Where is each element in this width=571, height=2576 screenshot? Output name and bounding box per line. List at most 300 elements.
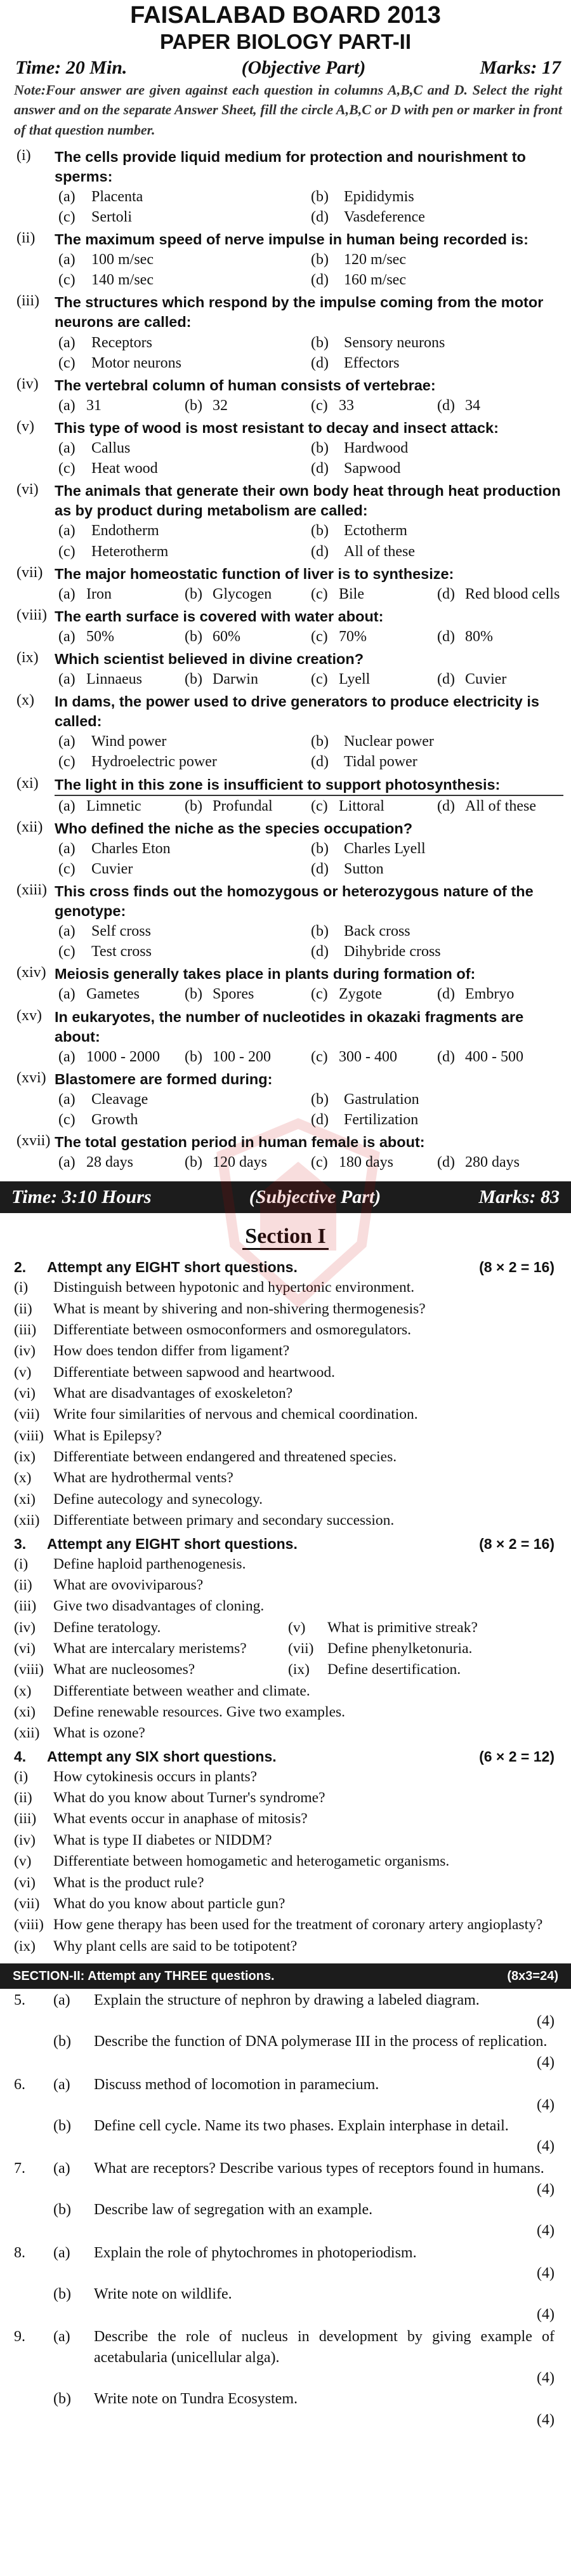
short-question	[14, 1830, 562, 1851]
mcq-item	[0, 1132, 571, 1172]
question-text: Differentiate between sapwood and heartwood.	[53, 1364, 335, 1381]
option-letter: (d)	[437, 585, 455, 602]
mcq-option	[58, 249, 311, 270]
option-text: 300 - 400	[339, 1048, 397, 1065]
option-letter: (d)	[311, 460, 329, 477]
question-text: What is the product rule?	[53, 1874, 204, 1891]
option-text: Hardwood	[344, 440, 409, 456]
mcq-options	[55, 249, 563, 290]
mcq-question: This cross finds out the homozygous or heterozygous nature of the genotype:	[55, 883, 534, 920]
option-letter: (a)	[58, 397, 75, 414]
short-question	[14, 1554, 562, 1575]
short-question	[288, 1638, 562, 1659]
option-letter: (d)	[437, 1154, 455, 1171]
option-text: Growth	[91, 1111, 138, 1128]
mcq-item	[0, 1007, 571, 1067]
roman-numeral: (vi)	[14, 1385, 36, 1402]
mcq-option	[58, 731, 311, 752]
mcq-option	[58, 353, 311, 373]
mcq-option	[58, 541, 311, 562]
mcq-option	[58, 839, 311, 859]
mcq-option	[311, 395, 437, 416]
option-letter: (b)	[311, 840, 329, 857]
mcq-item	[0, 692, 571, 772]
short-question	[14, 1936, 562, 1957]
long-question-part	[14, 2200, 555, 2221]
option-text: 1000 - 2000	[86, 1048, 160, 1065]
mcq-question: In dams, the power used to drive generators to produce electricity is called:	[55, 693, 539, 730]
question-number: 3.	[14, 1535, 27, 1552]
option-letter: (b)	[185, 585, 202, 602]
option-letter: (a)	[58, 334, 75, 351]
option-letter: (b)	[185, 628, 202, 645]
option-letter: (c)	[58, 943, 75, 960]
part-marks: (4)	[537, 2222, 555, 2239]
option-letter: (c)	[311, 671, 328, 688]
option-text: Test cross	[91, 943, 152, 960]
mcq-question: The animals that generate their own body heat through heat production as by product during metabolism are called:	[55, 482, 561, 519]
option-text: Callus	[91, 440, 131, 456]
mcq-question: In eukaryotes, the number of nucleotides in okazaki fragments are about:	[55, 1008, 524, 1045]
long-question-part	[14, 2243, 555, 2264]
mcq-option	[185, 584, 311, 604]
option-text: Wind power	[91, 733, 167, 750]
option-letter: (b)	[185, 671, 202, 688]
mcq-option	[58, 584, 185, 604]
mcq-option	[311, 438, 563, 458]
mcq-option	[58, 187, 311, 207]
mcq-number: (xv)	[16, 1007, 42, 1024]
question-number: 4.	[14, 1748, 27, 1765]
long-question	[0, 1989, 571, 2073]
short-question	[14, 1362, 562, 1383]
option-letter: (b)	[311, 188, 329, 205]
option-letter: (c)	[311, 797, 328, 814]
mcq-item	[0, 607, 571, 647]
part-letter: (a)	[53, 2076, 70, 2093]
question-heading	[0, 1532, 571, 1554]
option-letter: (a)	[58, 1154, 75, 1171]
mcq-option	[437, 584, 563, 604]
question-text: Differentiate between weather and climate.	[53, 1682, 310, 1699]
question-title-wrap	[14, 1259, 298, 1276]
question-text: What are intercalary meristems?	[53, 1640, 247, 1657]
mcq-number: (i)	[16, 147, 31, 164]
option-letter: (d)	[311, 943, 329, 960]
mcq-item	[0, 376, 571, 416]
mcq-number: (ix)	[16, 649, 39, 666]
short-question	[14, 1659, 288, 1680]
mcq-option	[311, 731, 563, 752]
option-letter: (a)	[58, 671, 75, 688]
option-letter: (b)	[185, 1154, 202, 1171]
mcq-option	[437, 796, 563, 816]
mcq-options	[55, 627, 563, 647]
option-text: Self cross	[91, 923, 151, 940]
mcq-number: (v)	[16, 418, 34, 435]
option-text: Tidal power	[344, 754, 417, 771]
roman-numeral: (viii)	[14, 1916, 44, 1934]
roman-numeral: (i)	[14, 1279, 29, 1296]
option-letter: (d)	[311, 208, 329, 225]
option-letter: (b)	[185, 1048, 202, 1065]
option-letter: (d)	[437, 397, 455, 414]
part-letter: (b)	[53, 2285, 71, 2302]
question-title-wrap	[14, 1748, 277, 1765]
mcq-option	[58, 270, 311, 290]
question-text: How cytokinesis occurs in plants?	[53, 1768, 258, 1785]
part-marks: (4)	[537, 2181, 555, 2198]
option-letter: (a)	[58, 522, 75, 540]
option-letter: (d)	[437, 986, 455, 1003]
mcq-option	[437, 1047, 563, 1067]
short-question	[14, 1617, 288, 1638]
mcq-option	[311, 752, 563, 772]
option-text: 400 - 500	[465, 1048, 523, 1065]
question-text: What are disadvantages of exoskeleton?	[53, 1385, 293, 1402]
mcq-option	[311, 941, 563, 962]
option-text: Ectotherm	[344, 522, 407, 540]
question-number	[14, 2031, 53, 2052]
mcq-option	[58, 333, 311, 353]
section2-marks: (8x3=24)	[507, 1969, 558, 1983]
option-text: 34	[465, 397, 480, 414]
mcq-option	[311, 541, 563, 562]
part-label: (Objective Part)	[241, 57, 366, 79]
roman-numeral: (vi)	[14, 1874, 36, 1891]
option-letter: (c)	[311, 628, 328, 645]
mcq-number: (x)	[16, 692, 34, 709]
mcq-options	[55, 1152, 563, 1172]
short-question	[14, 1575, 562, 1596]
section2-title: SECTION-II: Attempt any THREE questions.	[13, 1969, 275, 1983]
option-letter: (d)	[311, 754, 329, 771]
part-marks: (4)	[537, 2370, 555, 2387]
question-text: What events occur in anaphase of mitosis?	[53, 1810, 308, 1828]
option-letter: (c)	[58, 543, 75, 560]
option-letter: (a)	[58, 733, 75, 750]
option-text: 33	[339, 397, 354, 414]
roman-numeral: (xii)	[14, 1725, 40, 1742]
long-question-part	[14, 2031, 555, 2052]
mcq-option	[311, 669, 437, 689]
mcq-option	[58, 1110, 311, 1130]
mcq-option	[185, 395, 311, 416]
part-marks: (4)	[537, 2138, 555, 2155]
long-question-part	[14, 1990, 555, 2011]
part-marks: (4)	[537, 2012, 555, 2029]
question-title: Attempt any EIGHT short questions.	[47, 1259, 298, 1276]
long-question	[0, 2241, 571, 2326]
mcq-question: Which scientist believed in divine creation?	[55, 651, 364, 667]
option-text: Heat wood	[91, 460, 158, 477]
option-letter: (d)	[311, 354, 329, 371]
short-question	[14, 1426, 562, 1447]
mcq-option	[311, 458, 563, 479]
long-question-part	[14, 2116, 555, 2137]
mcq-option	[58, 859, 311, 879]
option-letter: (b)	[311, 733, 329, 750]
part-letter: (b)	[53, 2201, 71, 2219]
roman-numeral: (ii)	[14, 1576, 32, 1593]
mcq-options	[55, 669, 563, 689]
mcq-item	[0, 230, 571, 290]
section2-header	[0, 1963, 571, 1989]
roman-numeral: (iv)	[14, 1343, 36, 1360]
option-letter: (c)	[311, 1048, 328, 1065]
long-question-part	[14, 2284, 555, 2305]
question-text: How does tendon differ from ligament?	[53, 1343, 290, 1360]
part-letter: (a)	[53, 2160, 70, 2177]
option-text: 280 days	[465, 1154, 520, 1171]
mcq-option	[311, 521, 563, 541]
part-letter: (b)	[53, 2033, 71, 2050]
part-text: Describe law of segregation with an example.	[94, 2201, 373, 2219]
mcq-question: The major homeostatic function of liver is to synthesize:	[55, 565, 454, 582]
short-question-pair	[14, 1638, 562, 1659]
mcq-option	[58, 796, 185, 816]
mcq-option	[311, 270, 563, 290]
option-letter: (d)	[311, 860, 329, 877]
option-text: 180 days	[339, 1154, 393, 1171]
roman-numeral: (iii)	[14, 1810, 37, 1828]
option-letter: (d)	[311, 1111, 329, 1128]
short-question	[14, 1299, 562, 1320]
mcq-option	[185, 1152, 311, 1172]
option-text: 160 m/sec	[344, 272, 406, 289]
option-letter: (a)	[58, 797, 75, 814]
part-text: Explain the structure of nephron by drawing a labeled diagram.	[94, 1992, 480, 2008]
option-letter: (c)	[58, 754, 75, 771]
option-text: Littoral	[339, 797, 384, 814]
mcq-option	[437, 984, 563, 1004]
roman-numeral: (xi)	[14, 1704, 36, 1721]
option-text: Glycogen	[213, 585, 272, 602]
mcq-option	[58, 521, 311, 541]
mcq-option	[58, 984, 185, 1004]
roman-numeral: (v)	[288, 1619, 306, 1636]
paper-title: PAPER BIOLOGY PART-II	[159, 29, 412, 53]
mcq-option	[185, 669, 311, 689]
long-question	[0, 2073, 571, 2158]
option-text: Sapwood	[344, 460, 401, 477]
short-question	[14, 1489, 562, 1510]
mcq-option	[58, 395, 185, 416]
subjective-header	[0, 1181, 571, 1213]
short-question	[14, 1788, 562, 1809]
option-text: Sensory neurons	[344, 334, 445, 351]
option-text: 60%	[213, 628, 240, 645]
option-text: Endotherm	[91, 522, 159, 540]
option-letter: (d)	[311, 543, 329, 560]
mcq-options	[55, 187, 563, 227]
part-text: What are receptors? Describe various types of receptors found in humans.	[94, 2160, 544, 2177]
mcq-options	[55, 333, 563, 373]
mcq-option	[311, 1047, 437, 1067]
mcq-option	[311, 921, 563, 941]
option-letter: (b)	[311, 923, 329, 940]
question-text: What is primitive streak?	[327, 1619, 478, 1636]
option-text: 50%	[86, 628, 114, 645]
mcq-item	[0, 564, 571, 604]
mcq-item	[0, 293, 571, 373]
mcq-number: (ii)	[16, 230, 36, 247]
roman-numeral: (i)	[14, 1768, 29, 1785]
question-text: What do you know about particle gun?	[53, 1895, 286, 1912]
question-number: 7.	[14, 2160, 25, 2177]
question-heading	[0, 1255, 571, 1277]
option-text: All of these	[465, 797, 536, 814]
short-question	[14, 1809, 562, 1829]
subjective-part: (Subjective Part)	[249, 1186, 381, 1208]
question-number: 6.	[14, 2076, 25, 2093]
option-text: 100 m/sec	[91, 251, 154, 269]
mcq-options	[55, 584, 563, 604]
option-letter: (a)	[58, 628, 75, 645]
option-text: Nuclear power	[344, 733, 434, 750]
board-title: FAISALABAD BOARD 2013	[130, 2, 441, 29]
question-text: Differentiate between osmoconformers and osmoregulators.	[53, 1321, 412, 1338]
option-text: Epididymis	[344, 188, 414, 205]
part-marks: (4)	[537, 2411, 555, 2428]
option-text: Cuvier	[465, 671, 507, 688]
question-text: How gene therapy has been used for the treatment of coronary artery angioplasty?	[53, 1916, 543, 1934]
roman-numeral: (ix)	[288, 1661, 310, 1678]
option-letter: (c)	[58, 354, 75, 371]
option-text: Sertoli	[91, 208, 132, 225]
mcq-option	[58, 458, 311, 479]
short-question	[14, 1723, 562, 1744]
option-letter: (c)	[311, 986, 328, 1003]
question-number: 8.	[14, 2244, 25, 2261]
roman-numeral: (vii)	[14, 1406, 40, 1423]
mcq-question: The vertebral column of human consists of vertebrae:	[55, 376, 436, 394]
roman-numeral: (x)	[14, 1682, 32, 1699]
option-letter: (b)	[311, 1091, 329, 1108]
mcq-number: (vii)	[16, 564, 43, 581]
mcq-question: The earth surface is covered with water about:	[55, 607, 384, 625]
option-letter: (c)	[311, 397, 328, 414]
option-letter: (a)	[58, 585, 75, 602]
question-number	[14, 2116, 53, 2137]
option-letter: (a)	[58, 1091, 75, 1108]
question-number: 2.	[14, 1259, 27, 1276]
mcq-option	[311, 984, 437, 1004]
mcq-option	[311, 333, 563, 353]
option-text: 32	[213, 397, 228, 414]
question-text: Distinguish between hypotonic and hypertonic environment.	[53, 1279, 415, 1296]
mcq-option	[311, 1110, 563, 1130]
mcq-options	[55, 395, 563, 416]
mcq-option	[311, 859, 563, 879]
question-number: 9.	[14, 2328, 25, 2345]
short-question	[14, 1767, 562, 1788]
roman-numeral: (xii)	[14, 1512, 40, 1529]
option-letter: (a)	[58, 251, 75, 269]
short-question	[14, 1447, 562, 1468]
question-text: Define phenylketonuria.	[327, 1640, 473, 1657]
option-text: Placenta	[91, 188, 143, 205]
question-text: Define haploid parthenogenesis.	[53, 1555, 246, 1572]
mcq-option	[437, 395, 563, 416]
question-text: Differentiate between homogametic and heterogametic organisms.	[53, 1853, 450, 1870]
option-text: Charles Eton	[91, 840, 171, 857]
question-text: Why plant cells are said to be totipotent?	[53, 1937, 298, 1955]
option-letter: (b)	[311, 334, 329, 351]
question-number	[14, 2389, 53, 2410]
short-question-list	[0, 1767, 571, 1957]
option-text: 28 days	[86, 1154, 133, 1171]
mcq-option	[185, 984, 311, 1004]
mcq-number: (xiii)	[16, 882, 47, 899]
question-text: What are nucleosomes?	[53, 1661, 195, 1678]
part-text: Write note on Tundra Ecosystem.	[94, 2390, 298, 2407]
short-question	[14, 1341, 562, 1362]
subjective-time: Time: 3:10 Hours	[11, 1186, 152, 1208]
option-text: 31	[86, 397, 102, 414]
short-question	[14, 1873, 562, 1894]
question-text: What is ozone?	[53, 1725, 145, 1742]
option-text: Limnetic	[86, 797, 141, 814]
mcq-question: The cells provide liquid medium for protection and nourishment to sperms:	[55, 148, 526, 185]
option-letter: (b)	[185, 986, 202, 1003]
mcq-option	[311, 207, 563, 227]
option-letter: (a)	[58, 188, 75, 205]
mcq-option	[58, 1152, 185, 1172]
short-question	[14, 1404, 562, 1425]
mcq-option	[58, 669, 185, 689]
option-text: Fertilization	[344, 1111, 419, 1128]
short-question	[14, 1383, 562, 1404]
option-letter: (c)	[311, 585, 328, 602]
option-text: Vasdeference	[344, 208, 425, 225]
question-text: Give two disadvantages of cloning.	[53, 1598, 265, 1615]
question-marks: (6 × 2 = 12)	[479, 1748, 555, 1765]
mcq-question: Meiosis generally takes place in plants during formation of:	[55, 966, 476, 983]
mcq-item	[0, 819, 571, 879]
question-text: What is meant by shivering and non-shivering thermogenesis?	[53, 1300, 426, 1317]
roman-numeral: (ii)	[14, 1300, 32, 1317]
question-text: What are ovoviviparous?	[53, 1576, 204, 1593]
long-question-part	[14, 2075, 555, 2095]
time-label: Time: 20 Min.	[15, 57, 128, 79]
question-text: Define desertification.	[327, 1661, 461, 1678]
question-heading	[0, 1744, 571, 1767]
roman-numeral: (vi)	[14, 1640, 36, 1657]
option-letter: (a)	[58, 440, 75, 456]
part-text: Write note on wildlife.	[94, 2285, 232, 2302]
option-text: Bile	[339, 585, 364, 602]
question-text: Differentiate between endangered and threatened species.	[53, 1449, 397, 1466]
mcq-item	[0, 147, 571, 227]
short-question	[14, 1681, 562, 1702]
option-text: Lyell	[339, 671, 371, 688]
part-letter: (a)	[53, 1992, 70, 2008]
long-question	[0, 2157, 571, 2241]
mcq-number: (iii)	[16, 293, 39, 310]
long-question-part	[14, 2327, 555, 2368]
short-question	[288, 1617, 562, 1638]
mcq-question: The maximum speed of nerve impulse in human being recorded is:	[55, 231, 528, 248]
roman-numeral: (ii)	[14, 1789, 32, 1807]
part-letter: (a)	[53, 2328, 70, 2345]
short-question-pair	[14, 1617, 562, 1638]
question-text: Define renewable resources. Give two examples.	[53, 1704, 346, 1721]
short-question-pair	[14, 1659, 562, 1680]
short-question	[14, 1510, 562, 1531]
mcq-item	[0, 964, 571, 1004]
option-text: Sutton	[344, 860, 384, 877]
